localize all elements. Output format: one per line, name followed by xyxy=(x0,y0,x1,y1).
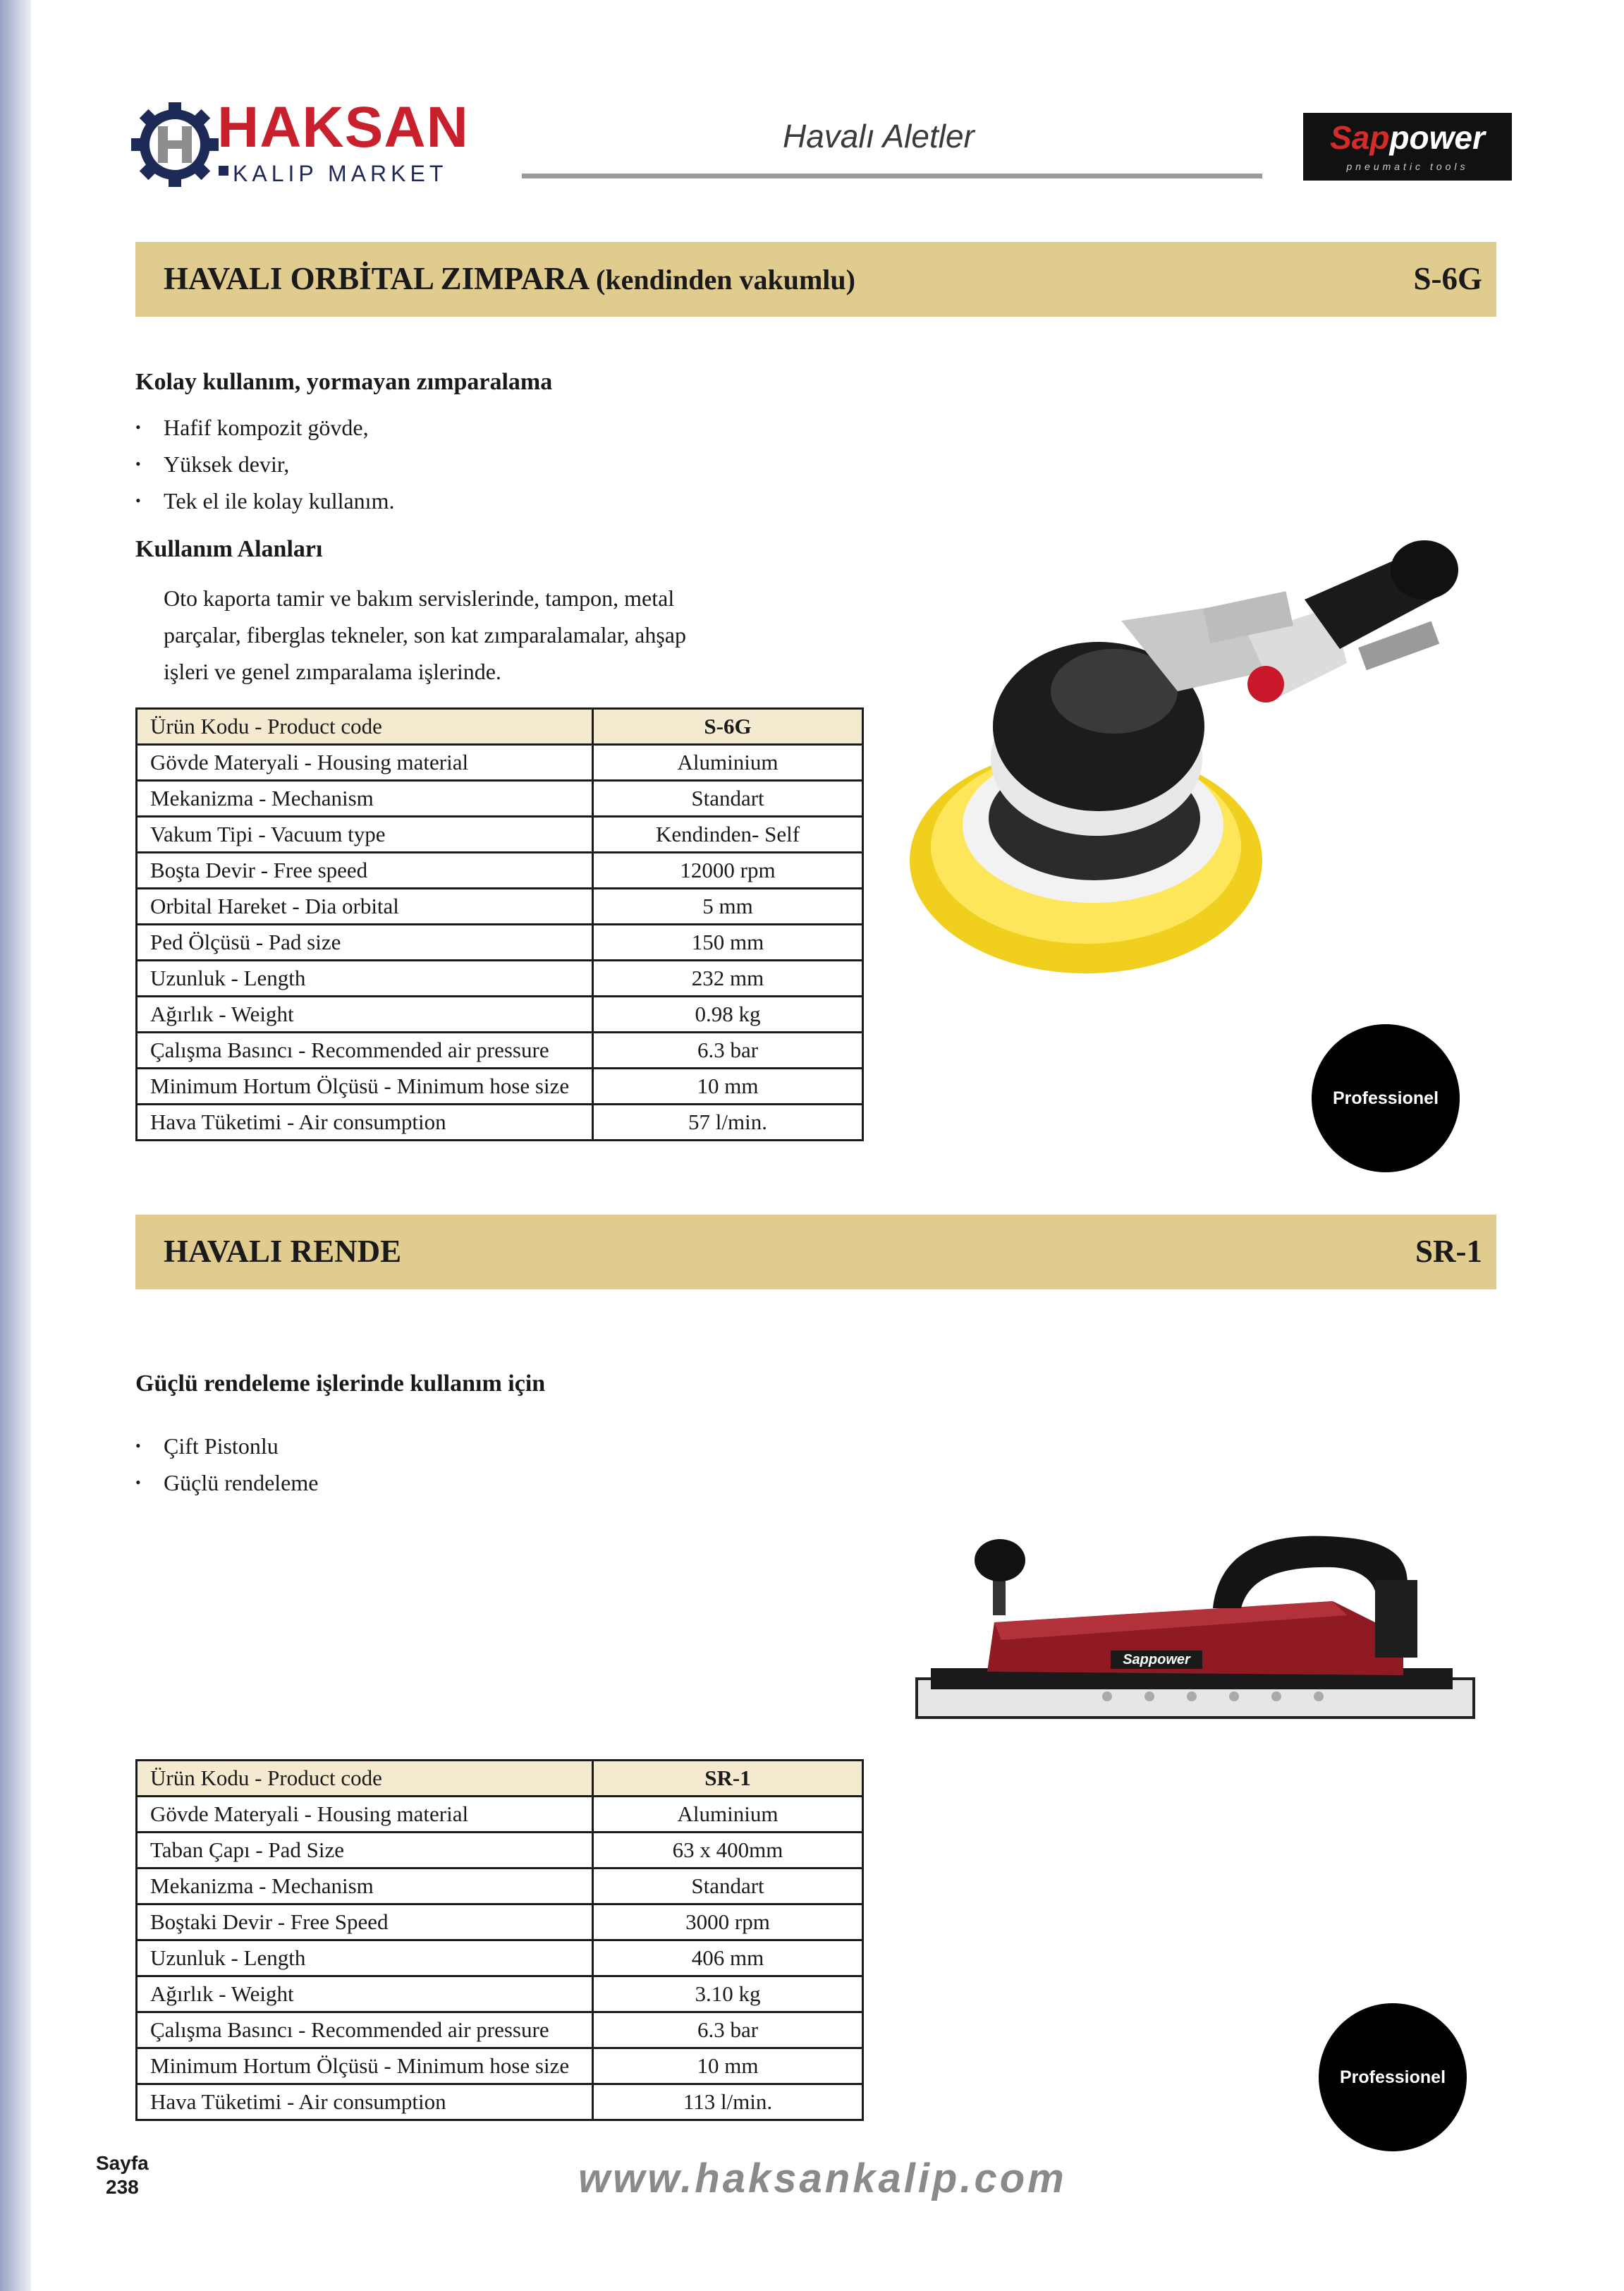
table-row xyxy=(137,1105,863,1141)
badge-label: Professionel xyxy=(1332,1088,1439,1108)
list-item: • Yüksek devir, xyxy=(135,446,770,482)
spec-value: 3000 rpm xyxy=(593,1904,863,1940)
spec-value: 6.3 bar xyxy=(593,1033,863,1069)
table-row xyxy=(137,961,863,997)
table-row xyxy=(137,745,863,781)
product2-headline: Güçlü rendeleme işlerinde kullanım için xyxy=(135,1371,546,1397)
spec-value: 406 mm xyxy=(593,1940,863,1976)
table-row xyxy=(137,709,863,745)
table-row xyxy=(137,781,863,817)
product2-spec-table xyxy=(135,1759,864,2121)
spec-label: Ağırlık - Weight xyxy=(137,1976,593,2012)
badge-label: Professionel xyxy=(1339,2067,1446,2087)
spec-label: Ağırlık - Weight xyxy=(137,997,593,1033)
spec-value: Aluminium xyxy=(593,1797,863,1833)
spec-label: Ürün Kodu - Product code xyxy=(137,1761,593,1797)
product2-code: SR-1 xyxy=(1415,1234,1482,1269)
spec-value: 57 l/min. xyxy=(593,1105,863,1141)
table-row xyxy=(137,1069,863,1105)
brand-suffix: power xyxy=(1389,119,1485,156)
spec-label: Vakum Tipi - Vacuum type xyxy=(137,817,593,853)
spec-value: Kendinden- Self xyxy=(593,817,863,853)
product1-usage-heading: Kullanım Alanları xyxy=(135,536,323,562)
spec-label: Çalışma Basıncı - Recommended air pressure xyxy=(137,1033,593,1069)
product1-usage-text xyxy=(164,580,869,690)
brand-wordmark xyxy=(1303,121,1512,154)
spec-label: Mekanizma - Mechanism xyxy=(137,1868,593,1904)
table-row xyxy=(137,1868,863,1904)
product1-professional-badge xyxy=(1312,1024,1460,1172)
spec-label: Ped Ölçüsü - Pad size xyxy=(137,925,593,961)
table-row xyxy=(137,2084,863,2120)
logo-wordmark: HAKSAN xyxy=(217,95,469,159)
product2-professional-badge xyxy=(1319,2003,1467,2151)
table-row xyxy=(137,2012,863,2048)
list-item: • Çift Pistonlu xyxy=(135,1428,770,1464)
spec-value: 63 x 400mm xyxy=(593,1833,863,1868)
spec-label: Orbital Hareket - Dia orbital xyxy=(137,889,593,925)
spec-label: Taban Çapı - Pad Size xyxy=(137,1833,593,1868)
spec-value: 113 l/min. xyxy=(593,2084,863,2120)
spec-value: 0.98 kg xyxy=(593,997,863,1033)
table-row xyxy=(137,817,863,853)
spec-value: 150 mm xyxy=(593,925,863,961)
spec-label: Gövde Materyali - Housing material xyxy=(137,745,593,781)
spec-value: SR-1 xyxy=(593,1761,863,1797)
table-row xyxy=(137,1976,863,2012)
table-row xyxy=(137,889,863,925)
sappower-brand-logo xyxy=(1303,113,1512,181)
spec-value: 6.3 bar xyxy=(593,2012,863,2048)
spec-value: Standart xyxy=(593,781,863,817)
table-row xyxy=(137,1833,863,1868)
spec-label: Uzunluk - Length xyxy=(137,1940,593,1976)
header-category: Havalı Aletler xyxy=(783,118,975,154)
list-item: • Güçlü rendeleme xyxy=(135,1464,770,1501)
product1-spec-table xyxy=(135,707,864,1141)
section-bar-product2 xyxy=(135,1215,1496,1289)
usage-line: parçalar, fiberglas tekneler, son kat zımparalamalar, ahşap xyxy=(164,622,686,648)
spec-label: Boşta Devir - Free speed xyxy=(137,853,593,889)
spec-value: 12000 rpm xyxy=(593,853,863,889)
product1-headline: Kolay kullanım, yormayan zımparalama xyxy=(135,369,553,395)
page-edge-strip xyxy=(0,0,31,2291)
spec-label: Minimum Hortum Ölçüsü - Minimum hose size xyxy=(137,1069,593,1105)
list-item: • Hafif kompozit gövde, xyxy=(135,409,770,446)
table-row xyxy=(137,853,863,889)
header-rule xyxy=(522,174,1262,178)
spec-label: Hava Tüketimi - Air consumption xyxy=(137,1105,593,1141)
spec-value: 232 mm xyxy=(593,961,863,997)
spec-label: Mekanizma - Mechanism xyxy=(137,781,593,817)
spec-label: Hava Tüketimi - Air consumption xyxy=(137,2084,593,2120)
table-row xyxy=(137,997,863,1033)
planer-brand-label: Sappower xyxy=(1123,1652,1190,1667)
spec-value: S-6G xyxy=(593,709,863,745)
product1-title xyxy=(164,262,855,297)
product1-feature-list xyxy=(135,409,770,519)
page-number-value: 238 xyxy=(106,2176,139,2198)
spec-label: Gövde Materyali - Housing material xyxy=(137,1797,593,1833)
spec-value: 10 mm xyxy=(593,2048,863,2084)
page-number xyxy=(96,2151,149,2199)
table-row xyxy=(137,1033,863,1069)
spec-value: 3.10 kg xyxy=(593,1976,863,2012)
list-item: • Tek el ile kolay kullanım. xyxy=(135,482,770,519)
product1-code: S-6G xyxy=(1413,261,1482,296)
section-bar-product1 xyxy=(135,242,1496,317)
orbital-sander-image xyxy=(910,515,1474,980)
table-row xyxy=(137,2048,863,2084)
table-row xyxy=(137,1761,863,1797)
spec-value: Aluminium xyxy=(593,745,863,781)
spec-label: Boştaki Devir - Free Speed xyxy=(137,1904,593,1940)
spec-label: Çalışma Basıncı - Recommended air pressure xyxy=(137,2012,593,2048)
usage-line: işleri ve genel zımparalama işlerinde. xyxy=(164,659,501,684)
table-row xyxy=(137,925,863,961)
footer-website-link[interactable]: www.haksankalip.com xyxy=(578,2156,1067,2201)
product2-feature-list xyxy=(135,1428,770,1501)
usage-line: Oto kaporta tamir ve bakım servislerinde, tampon, metal xyxy=(164,585,675,611)
product1-title-suffix: (kendinden vakumlu) xyxy=(596,264,855,296)
spec-label: Uzunluk - Length xyxy=(137,961,593,997)
spec-label: Minimum Hortum Ölçüsü - Minimum hose size xyxy=(137,2048,593,2084)
spec-value: 5 mm xyxy=(593,889,863,925)
brand-prefix: Sap xyxy=(1330,119,1390,156)
spec-value: Standart xyxy=(593,1868,863,1904)
product2-title: HAVALI RENDE xyxy=(164,1234,402,1269)
logo-subtitle: KALIP MARKET xyxy=(233,161,448,186)
page-label-text: Sayfa xyxy=(96,2152,149,2174)
product1-title-main: HAVALI ORBİTAL ZIMPARA xyxy=(164,261,588,296)
table-row xyxy=(137,1940,863,1976)
spec-value: 10 mm xyxy=(593,1069,863,1105)
air-planer-image xyxy=(910,1517,1481,1749)
brand-tagline: pneumatic tools xyxy=(1346,161,1469,172)
table-row xyxy=(137,1797,863,1833)
spec-label: Ürün Kodu - Product code xyxy=(137,709,593,745)
table-row xyxy=(137,1904,863,1940)
